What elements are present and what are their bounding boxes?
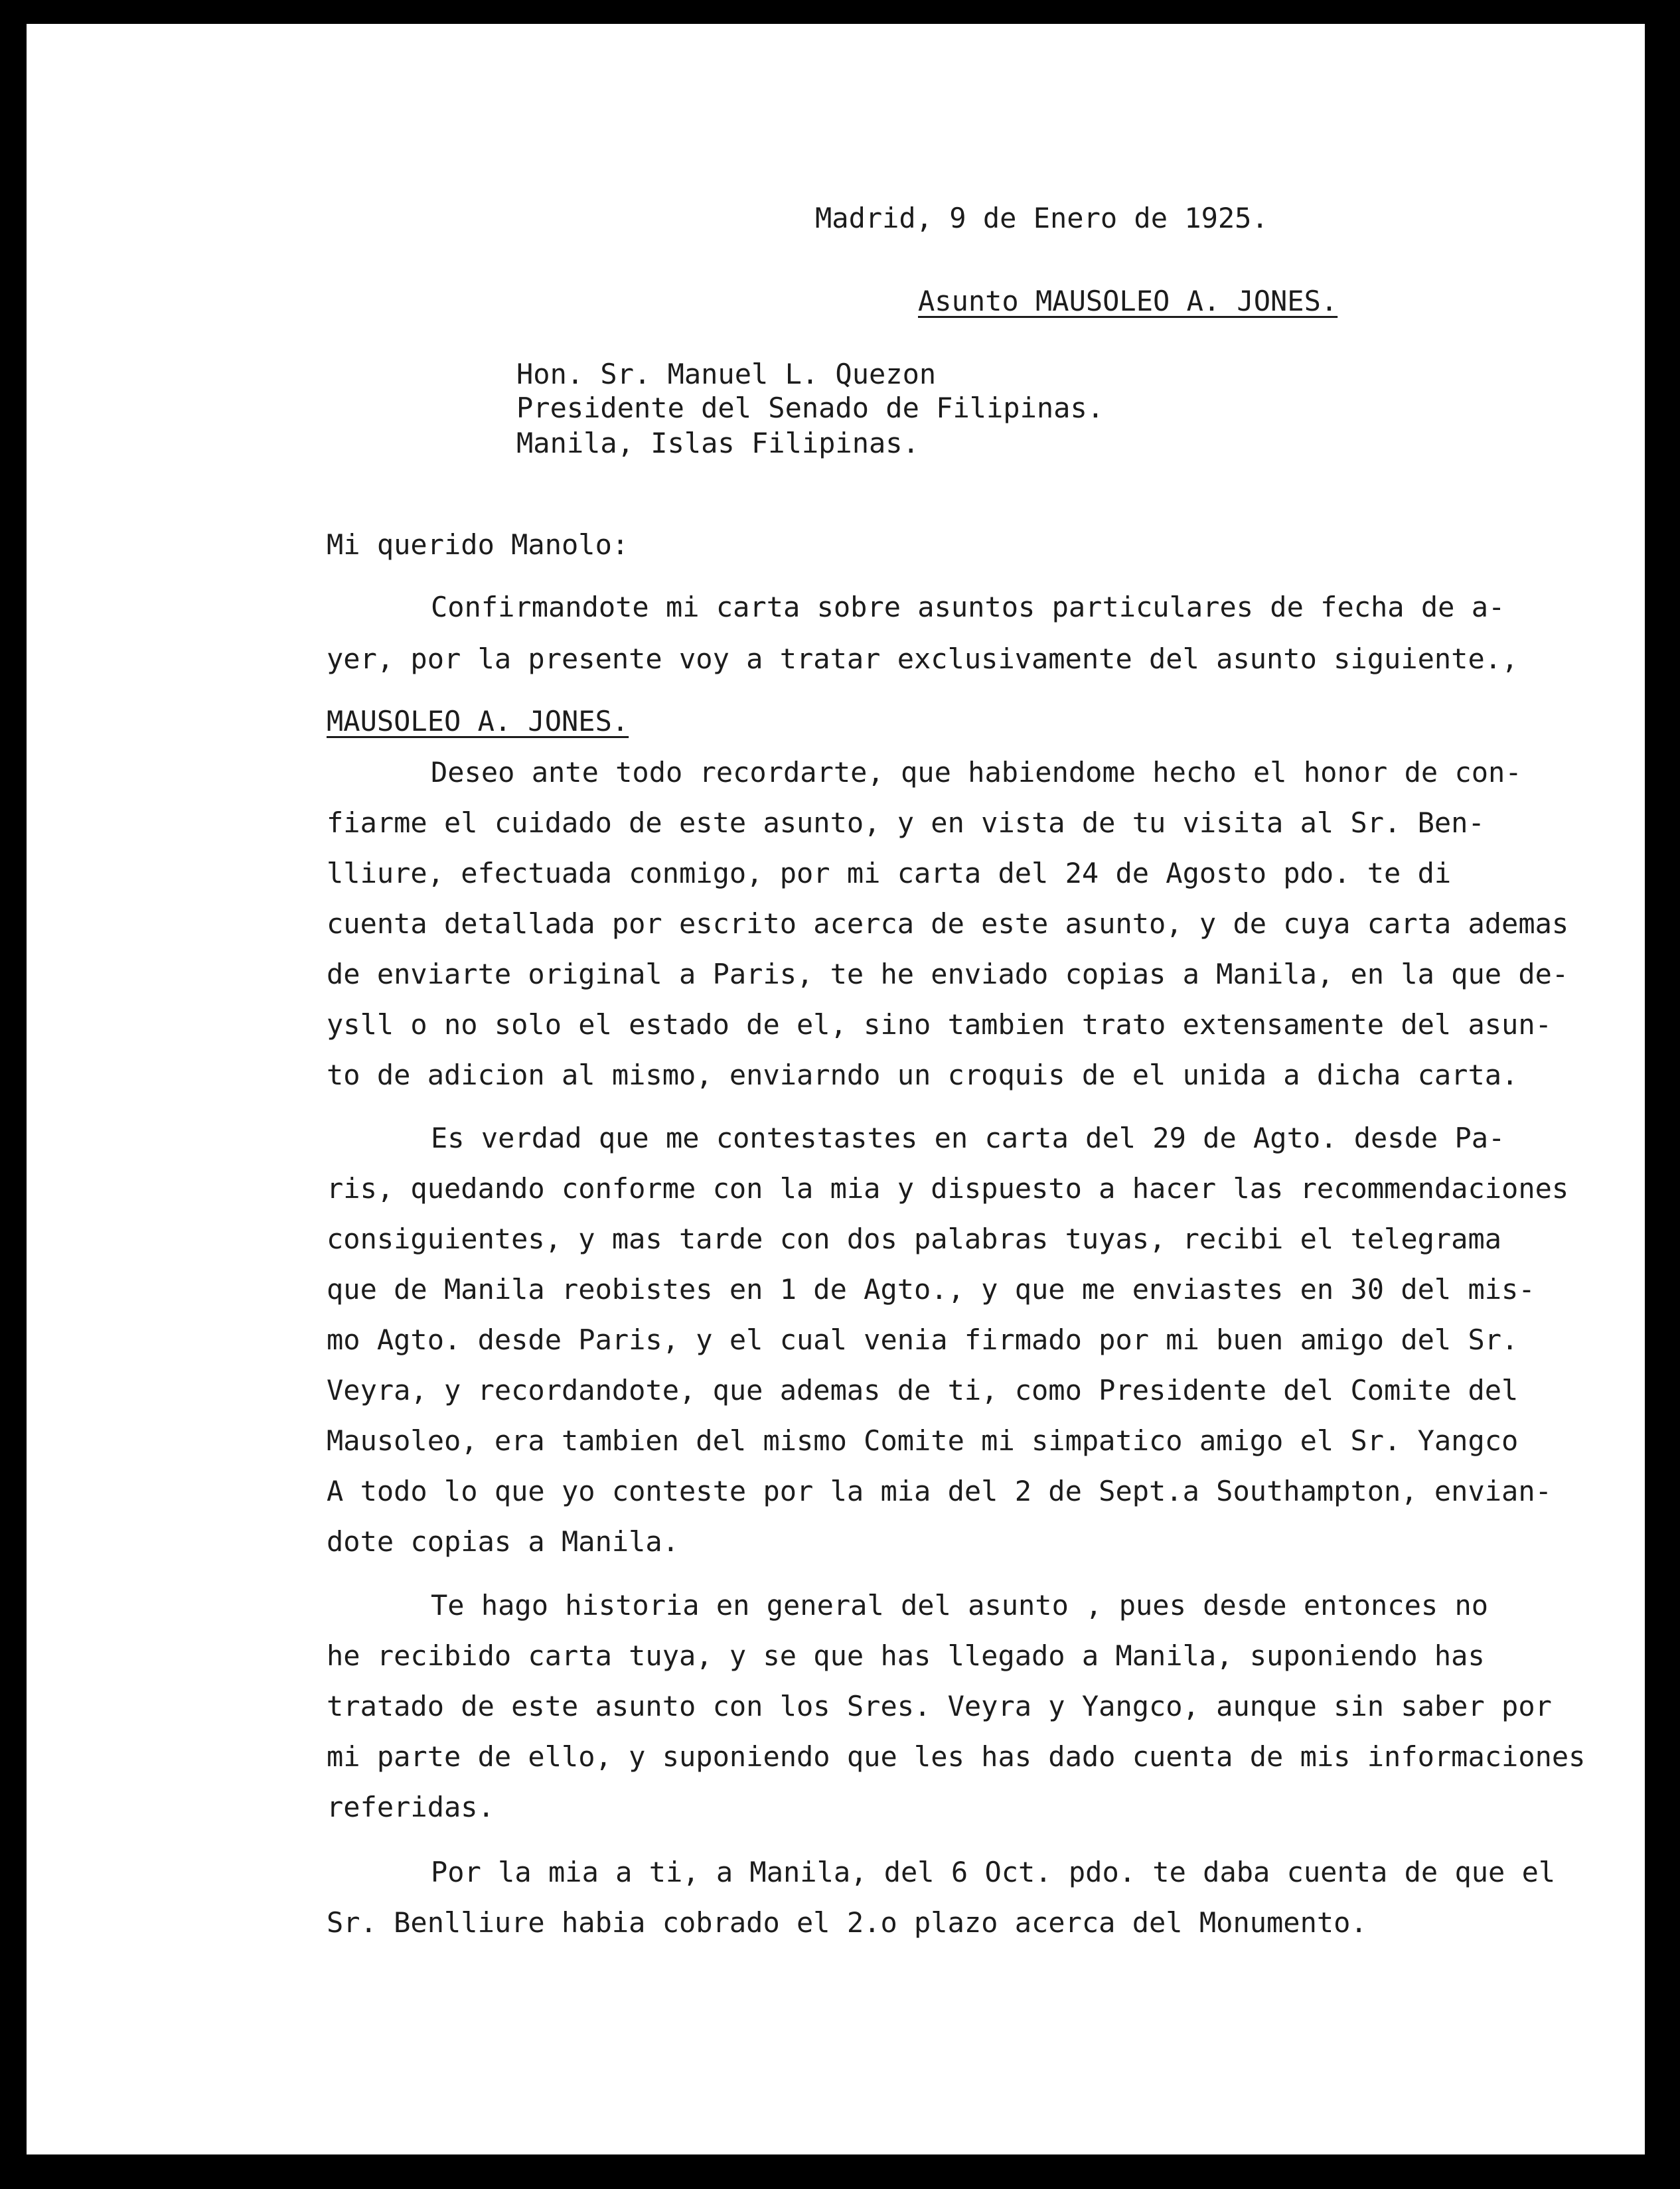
text-line: Deseo ante todo recordarte, que habiendome hecho el honor de con- [431,756,1522,789]
text-line: lliure, efectuada conmigo, por mi carta del 24 de Agosto pdo. te di [327,857,1452,889]
letter-subject: Asunto MAUSOLEO A. JONES. [918,285,1338,317]
text-line: Es verdad que me contestastes en carta del 29 de Agto. desde Pa- [431,1122,1505,1154]
text-line: consiguientes, y mas tarde con dos palabras tuyas, recibi el telegrama [327,1223,1502,1255]
text-line: he recibido carta tuya, y se que has llegado a Manila, suponiendo has [327,1639,1485,1672]
text-line: Sr. Benlliure habia cobrado el 2.o plazo acerca del Monumento. [327,1906,1367,1939]
text-line: Mausoleo, era tambien del mismo Comite mi simpatico amigo el Sr. Yangco [327,1424,1519,1457]
text-line: Te hago historia en general del asunto , pues desde entonces no [431,1589,1489,1622]
text-line: Por la mia a ti, a Manila, del 6 Oct. pdo. te daba cuenta de que el [431,1856,1556,1888]
letter-page [27,24,1645,2154]
text-line: de enviarte original a Paris, te he enviado copias a Manila, en la que de- [327,958,1569,990]
text-line: mo Agto. desde Paris, y el cual venia firmado por mi buen amigo del Sr. [327,1323,1519,1356]
recipient-line: Manila, Islas Filipinas. [516,427,919,459]
text-line: dote copias a Manila. [327,1525,680,1558]
text-line: referidas. [327,1791,495,1823]
text-line: yer, por la presente voy a tratar exclusivamente del asunto siguiente., [327,642,1519,675]
text-line: A todo lo que yo conteste por la mia del 2 de Sept.a Southampton, envian- [327,1475,1552,1507]
text-line: to de adicion al mismo, enviarndo un croquis de el unida a dicha carta. [327,1059,1519,1091]
text-line: que de Manila reobistes en 1 de Agto., y que me enviastes en 30 del mis- [327,1273,1535,1306]
section-heading: MAUSOLEO A. JONES. [327,705,629,737]
letter-date: Madrid, 9 de Enero de 1925. [815,202,1268,234]
text-line: ris, quedando conforme con la mia y dispuesto a hacer las recommendaciones [327,1172,1569,1205]
text-line: cuenta detallada por escrito acerca de este asunto, y de cuya carta ademas [327,907,1569,940]
text-line: tratado de este asunto con los Sres. Veyra y Yangco, aunque sin saber por [327,1690,1552,1722]
recipient-line: Hon. Sr. Manuel L. Quezon [516,358,937,390]
text-line: mi parte de ello, y suponiendo que les has dado cuenta de mis informaciones [327,1740,1586,1773]
recipient-line: Presidente del Senado de Filipinas. [516,392,1105,424]
text-line: fiarme el cuidado de este asunto, y en vista de tu visita al Sr. Ben- [327,806,1485,839]
salutation: Mi querido Manolo: [327,528,629,561]
text-line: Confirmandote mi carta sobre asuntos particulares de fecha de a- [431,591,1505,623]
text-line: ysll o no solo el estado de el, sino tambien trato extensamente del asun- [327,1008,1552,1041]
text-line: Veyra, y recordandote, que ademas de ti, como Presidente del Comite del [327,1374,1519,1406]
